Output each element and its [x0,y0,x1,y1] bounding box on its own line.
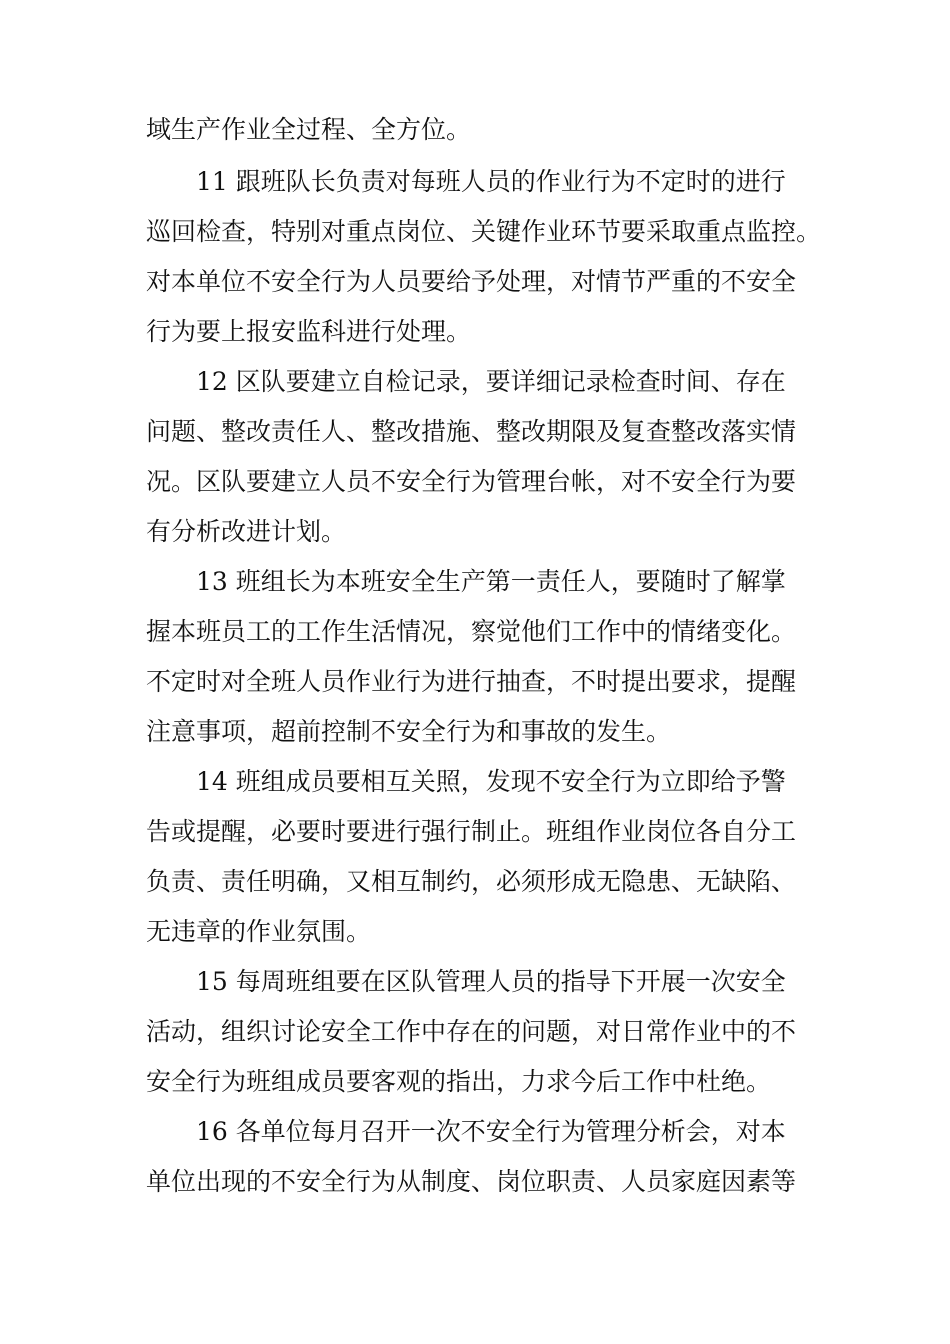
paragraph-13-start: 13 班组长为本班安全生产第一责任人，要随时了解掌 [196,567,786,596]
text-line: 注意事项，超前控制不安全行为和事故的发生。 [146,717,672,746]
text-line: 安全行为班组成员要客观的指出，力求今后工作中杜绝。 [146,1067,772,1096]
text-line: 巡回检查，特别对重点岗位、关键作业环节要采取重点监控。 [146,217,822,246]
text-line: 问题、整改责任人、整改措施、整改期限及复查整改落实情 [146,417,797,446]
text-line: 单位出现的不安全行为从制度、岗位职责、人员家庭因素等 [146,1167,797,1196]
paragraph-16-start: 16 各单位每月召开一次不安全行为管理分析会，对本 [196,1117,786,1146]
text-line: 域生产作业全过程、全方位。 [146,115,472,144]
text-line: 负责、责任明确，又相互制约，必须形成无隐患、无缺陷、 [146,867,797,896]
paragraph-12-start: 12 区队要建立自检记录，要详细记录检查时间、存在 [196,367,786,396]
text-line: 不定时对全班人员作业行为进行抽查，不时提出要求，提醒 [146,667,797,696]
paragraph-11-start: 11 跟班队长负责对每班人员的作业行为不定时的进行 [196,167,786,196]
text-line: 况。区队要建立人员不安全行为管理台帐，对不安全行为要 [146,467,797,496]
text-line: 行为要上报安监科进行处理。 [146,317,472,346]
text-line: 告或提醒，必要时要进行强行制止。班组作业岗位各自分工 [146,817,797,846]
text-line: 对本单位不安全行为人员要给予处理，对情节严重的不安全 [146,267,797,296]
text-line: 有分析改进计划。 [146,517,347,546]
text-line: 握本班员工的工作生活情况，察觉他们工作中的情绪变化。 [146,617,797,646]
paragraph-14-start: 14 班组成员要相互关照，发现不安全行为立即给予警 [196,767,786,796]
text-line: 无违章的作业氛围。 [146,917,372,946]
text-line: 活动，组织讨论安全工作中存在的问题，对日常作业中的不 [146,1017,797,1046]
paragraph-15-start: 15 每周班组要在区队管理人员的指导下开展一次安全 [196,967,786,996]
